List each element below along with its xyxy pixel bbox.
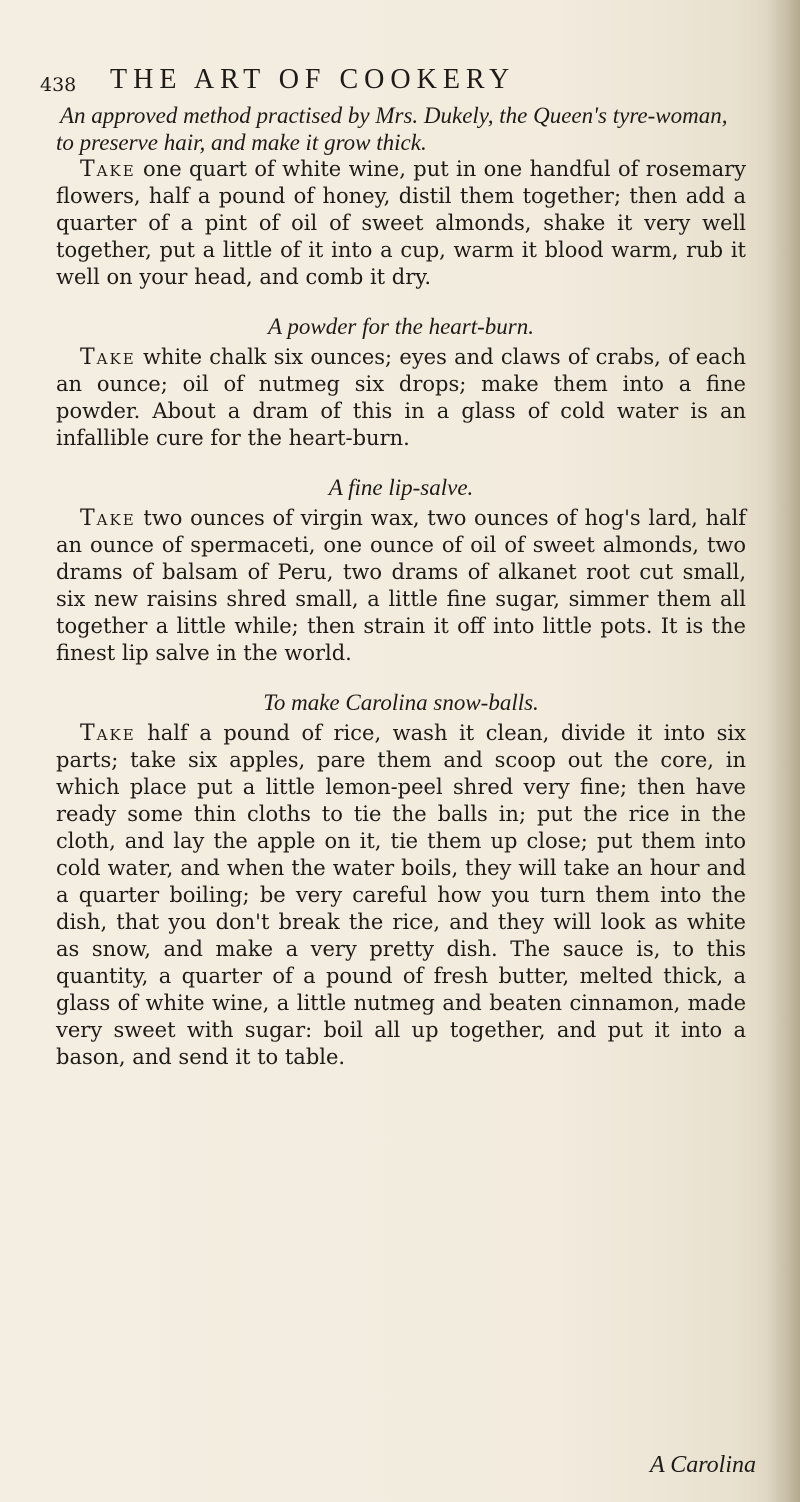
recipe-body: [56, 156, 746, 291]
recipe-heartburn-powder: [56, 313, 746, 452]
recipe-lead-word: Take: [80, 721, 136, 746]
page-content: [56, 102, 746, 1071]
recipe-hair-preserver: [56, 102, 746, 291]
recipe-body: [56, 344, 746, 452]
recipe-title: A powder for the heart-burn.: [268, 314, 534, 339]
recipe-lip-salve: [56, 474, 746, 667]
recipe-lead-word: Take: [80, 345, 136, 370]
recipe-title: An approved method practised by Mrs. Dukely, the Queen's tyre-woman, to preserve hair, and make it grow thick.: [56, 103, 728, 155]
recipe-text: two ounces of virgin wax, two ounces of hog's lard, half an ounce of spermaceti, one ounce of oil of sweet almonds, two drams of balsam of Peru, two drams of alkanet root cut small, six new raisins shred small, a little fine sugar, simmer them all together a little while; then strain it off into little pots. It is the finest lip salve in the world.: [56, 506, 746, 665]
recipe-carolina-snow-balls: [56, 689, 746, 1071]
page-number: 438: [40, 74, 77, 96]
recipe-lead-word: Take: [80, 506, 136, 531]
catchword: A Carolina: [649, 1452, 756, 1478]
recipe-text: one quart of white wine, put in one handful of rosemary flowers, half a pound of honey, distil them together; then add a quarter of a pint of oil of sweet almonds, shake it very well together, put a little of it into a cup, warm it blood warm, rub it well on your head, and comb it dry.: [56, 157, 746, 289]
recipe-body: [56, 720, 746, 1071]
page-edge-shadow: [766, 0, 800, 1502]
recipe-text: white chalk six ounces; eyes and claws of crabs, of each an ounce; oil of nutmeg six drops; make them into a fine powder. About a dram of this in a glass of cold water is an infallible cure for the heart-burn.: [56, 345, 746, 450]
page-header: [40, 52, 740, 96]
recipe-lead-word: Take: [80, 157, 136, 182]
running-head: THE ART OF COOKERY: [110, 64, 516, 95]
recipe-text: half a pound of rice, wash it clean, divide it into six parts; take six apples, pare them and scoop out the core, in which place put a little lemon-peel shred very fine; then have ready some thin cloths to tie the balls in; put the rice in the cloth, and lay the apple on it, tie them up close; put them into cold water, and when the water boils, they will take an hour and a quarter boiling; be very careful how you turn them into the dish, that you don't break the rice, and they will look as white as snow, and make a very pretty dish. The sauce is, to this quantity, a quarter of a pound of fresh butter, melted thick, a glass of white wine, a little nutmeg and beaten cinnamon, made very sweet with sugar: boil all up together, and put it into a bason, and send it to table.: [56, 721, 746, 1069]
recipe-title: To make Carolina snow-balls.: [263, 690, 539, 715]
recipe-title: A fine lip-salve.: [328, 475, 474, 500]
recipe-body: [56, 505, 746, 667]
